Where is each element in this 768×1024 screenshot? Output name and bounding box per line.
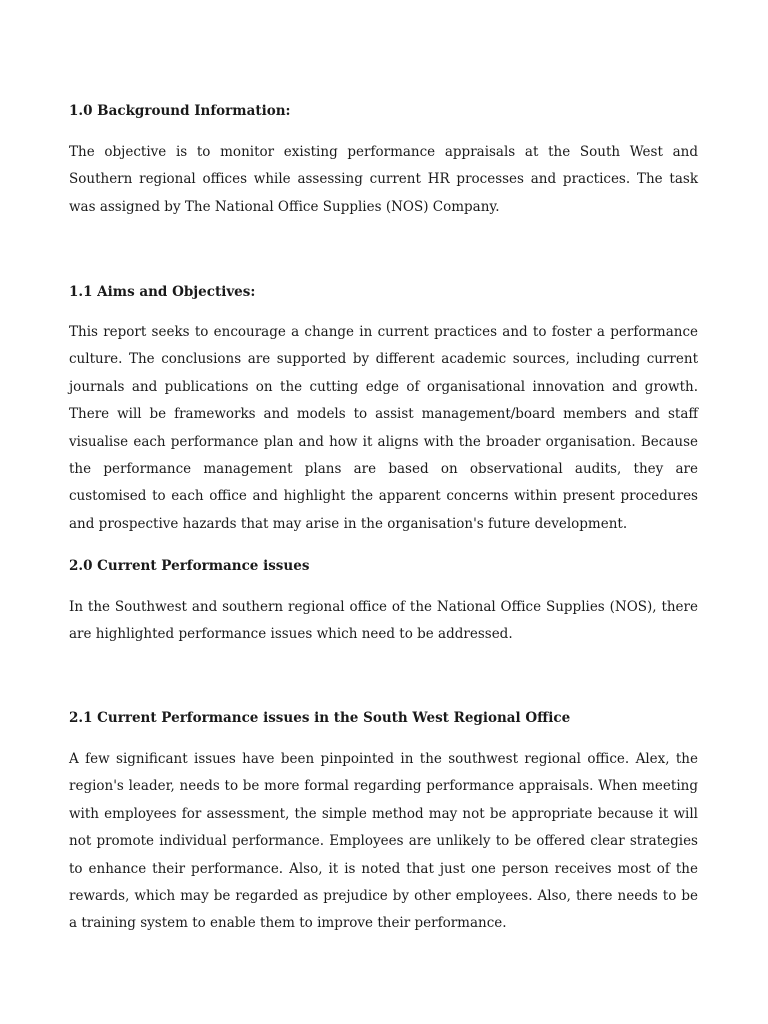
section-paragraph-background: The objective is to monitor existing performance appraisals at the South West and Southern regional offices while assessing current HR processes and practices. The task was assigned by The National Office Supplies (NOS) Company. <box>69 144 698 215</box>
section-paragraph-aims: This report seeks to encourage a change in current practices and to foster a performance culture. The conclusions are supported by different academic sources, including current journals and publications on the cutting edge of organisational innovation and growth. There will be frameworks and models to assist management/board members and staff visualise each performance plan and how it aligns with the broader organisation. Because the performance management plans are based on observational audits, they are customised to each office and highlight the apparent concerns within present procedures and prospective hazards that may arise in the organisation's future development. <box>69 324 698 532</box>
section-paragraph-south-west: A few significant issues have been pinpointed in the southwest regional office. Alex, the region's leader, needs to be more formal regarding performance appraisals. When meeting with employees for assessment, the simple method may not be appropriate because it will not promote individual performance. Employees are unlikely to be offered clear strategies to enhance their performance. Also, it is noted that just one person receives most of the rewards, which may be regarded as prejudice by other employees. Also, there needs to be a training system to enable them to improve their performance. <box>69 751 698 932</box>
section-paragraph-current-issues: In the Southwest and southern regional office of the National Office Supplies (NOS), there are highlighted performance issues which need to be addressed. <box>69 599 698 643</box>
section-heading-background: 1.0 Background Information: <box>69 103 291 119</box>
section-heading-aims: 1.1 Aims and Objectives: <box>69 284 256 300</box>
section-heading-current-issues: 2.0 Current Performance issues <box>69 558 310 574</box>
section-heading-south-west: 2.1 Current Performance issues in the South West Regional Office <box>69 710 571 726</box>
